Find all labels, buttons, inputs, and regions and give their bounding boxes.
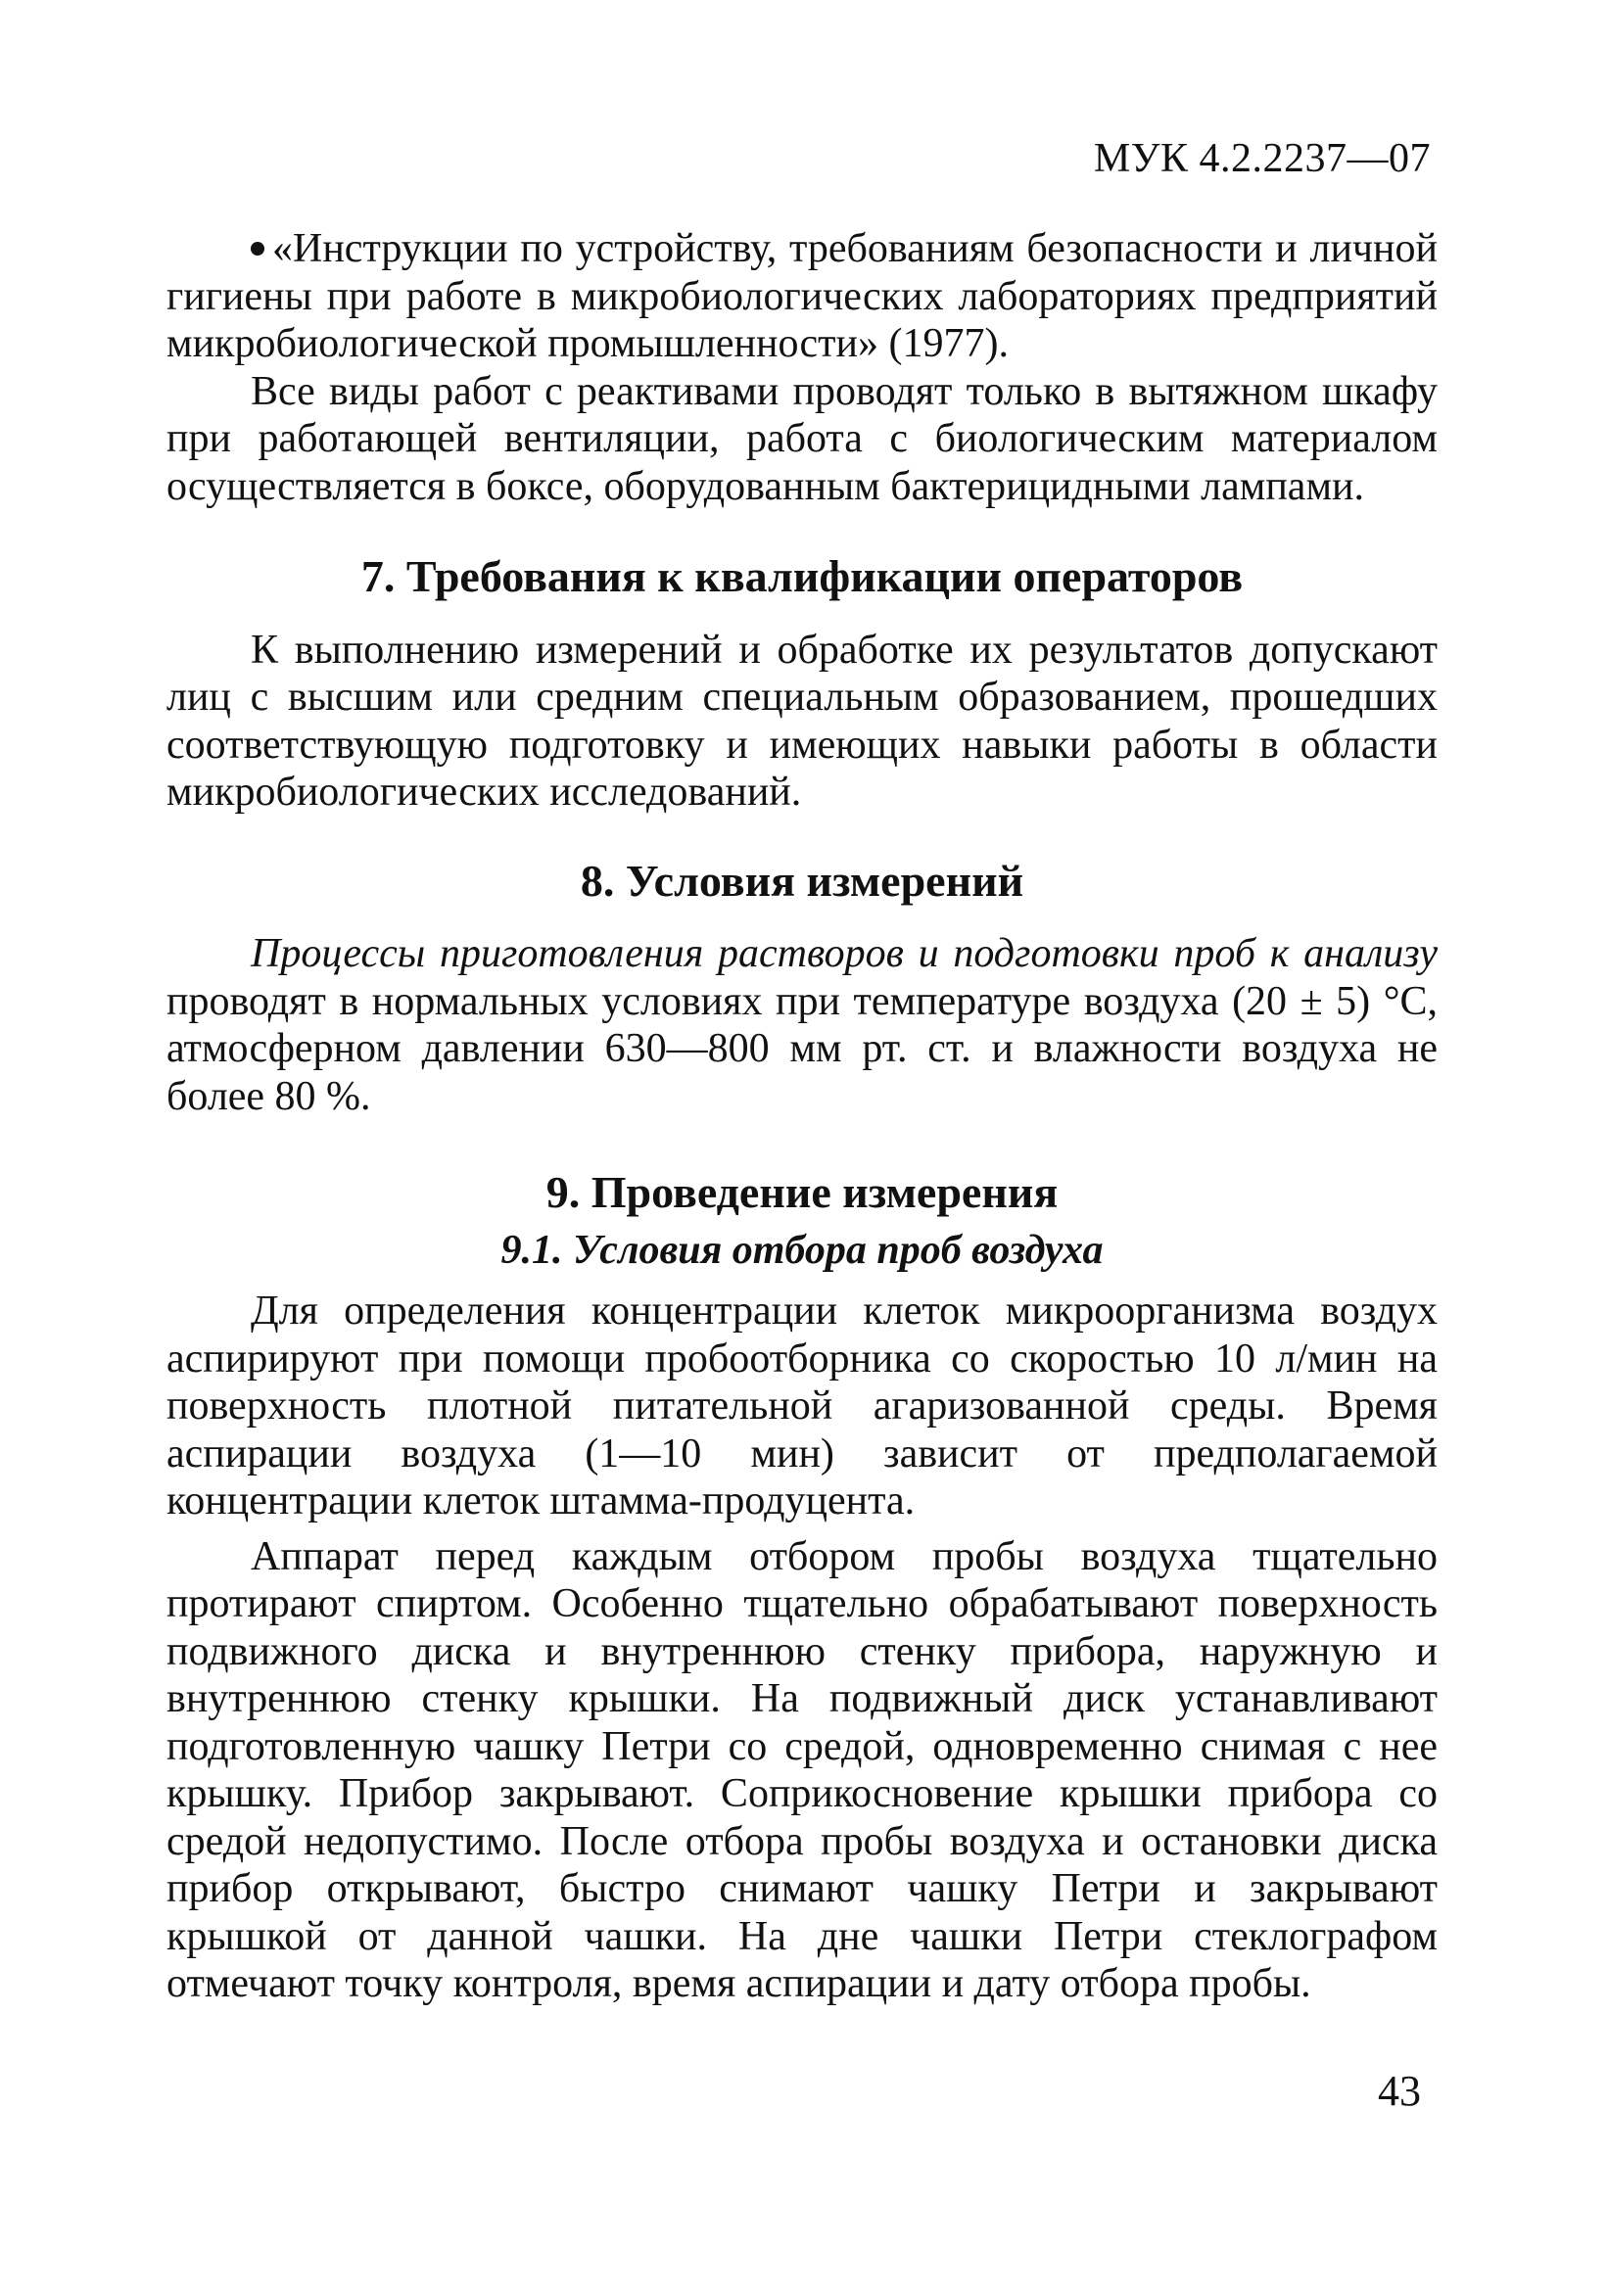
section-8-paragraph: [166, 930, 1438, 1120]
section-8-text: проводят в нормальных условиях при температуре воздуха (20 ± 5) °С, атмосферном давлении 630—800 мм рт. ст. и влажности воздуха не более 80 %.: [166, 978, 1438, 1119]
bullet-item: [166, 225, 1438, 368]
page-body: [166, 225, 1438, 2008]
section-9-heading: 9. Проведение измерения: [545, 1167, 1059, 1217]
section-7-heading: 7. Требования к квалификации операторов: [360, 551, 1244, 601]
document-code: МУК 4.2.2237—07: [1093, 136, 1431, 181]
subsection-9-1-heading: 9.1. Условия отбора проб воздуха: [500, 1227, 1104, 1273]
section-9-paragraph-2: Аппарат перед каждым отбором пробы воздуха тщательно протирают спиртом. Особенно тщательно обрабатывают поверхность подвижного диска и внутреннюю стенку прибора, наружную и внутреннюю стенку крышки. На подвижный диск устанавливают подготовленную чашку Петри со средой, одновременно снимая с нее крышку. Прибор закрывают. Соприкосновение крышки прибора со средой недопустимо. После отбора пробы воздуха и остановки диска прибор открывают, быстро снимают чашку Петри и закрывают крышкой от данной чашки. На дне чашки Петри стеклографом отмечают точку контроля, время аспирации и дату отбора пробы.: [166, 1533, 1438, 2006]
section-8-italic-text: Процессы приготовления растворов и подготовки проб к анализу: [251, 931, 1438, 976]
bullet-icon: [251, 242, 264, 256]
safety-paragraph: Все виды работ с реактивами проводят только в вытяжном шкафу при работающей вентиляции, работа с биологическим материалом осуществляется в боксе, оборудованным бактерицидными лампами.: [166, 368, 1438, 509]
page-number: 43: [1378, 2067, 1421, 2115]
section-9-paragraph-1: Для определения концентрации клеток микроорганизма воздух аспирируют при помощи пробоотборника со скоростью 10 л/мин на поверхность плотной питательной агаризованной среды. Время аспирации воздуха (1—10 мин) зависит от предполагаемой концентрации клеток штамма-продуцента.: [166, 1289, 1438, 1523]
section-8-heading: 8. Условия измерений: [580, 855, 1024, 906]
bullet-text: «Инструкции по устройству, требованиям безопасности и личной гигиены при работе в микробиологических лабораториях предприятий микробиологической промышленности» (1977).: [166, 226, 1438, 366]
section-7-paragraph: К выполнению измерений и обработке их результатов допускают лиц с высшим или средним специальным образованием, прошедших соответствующую подготовку и имеющих навыки работы в области микробиологических исследований.: [166, 627, 1438, 815]
